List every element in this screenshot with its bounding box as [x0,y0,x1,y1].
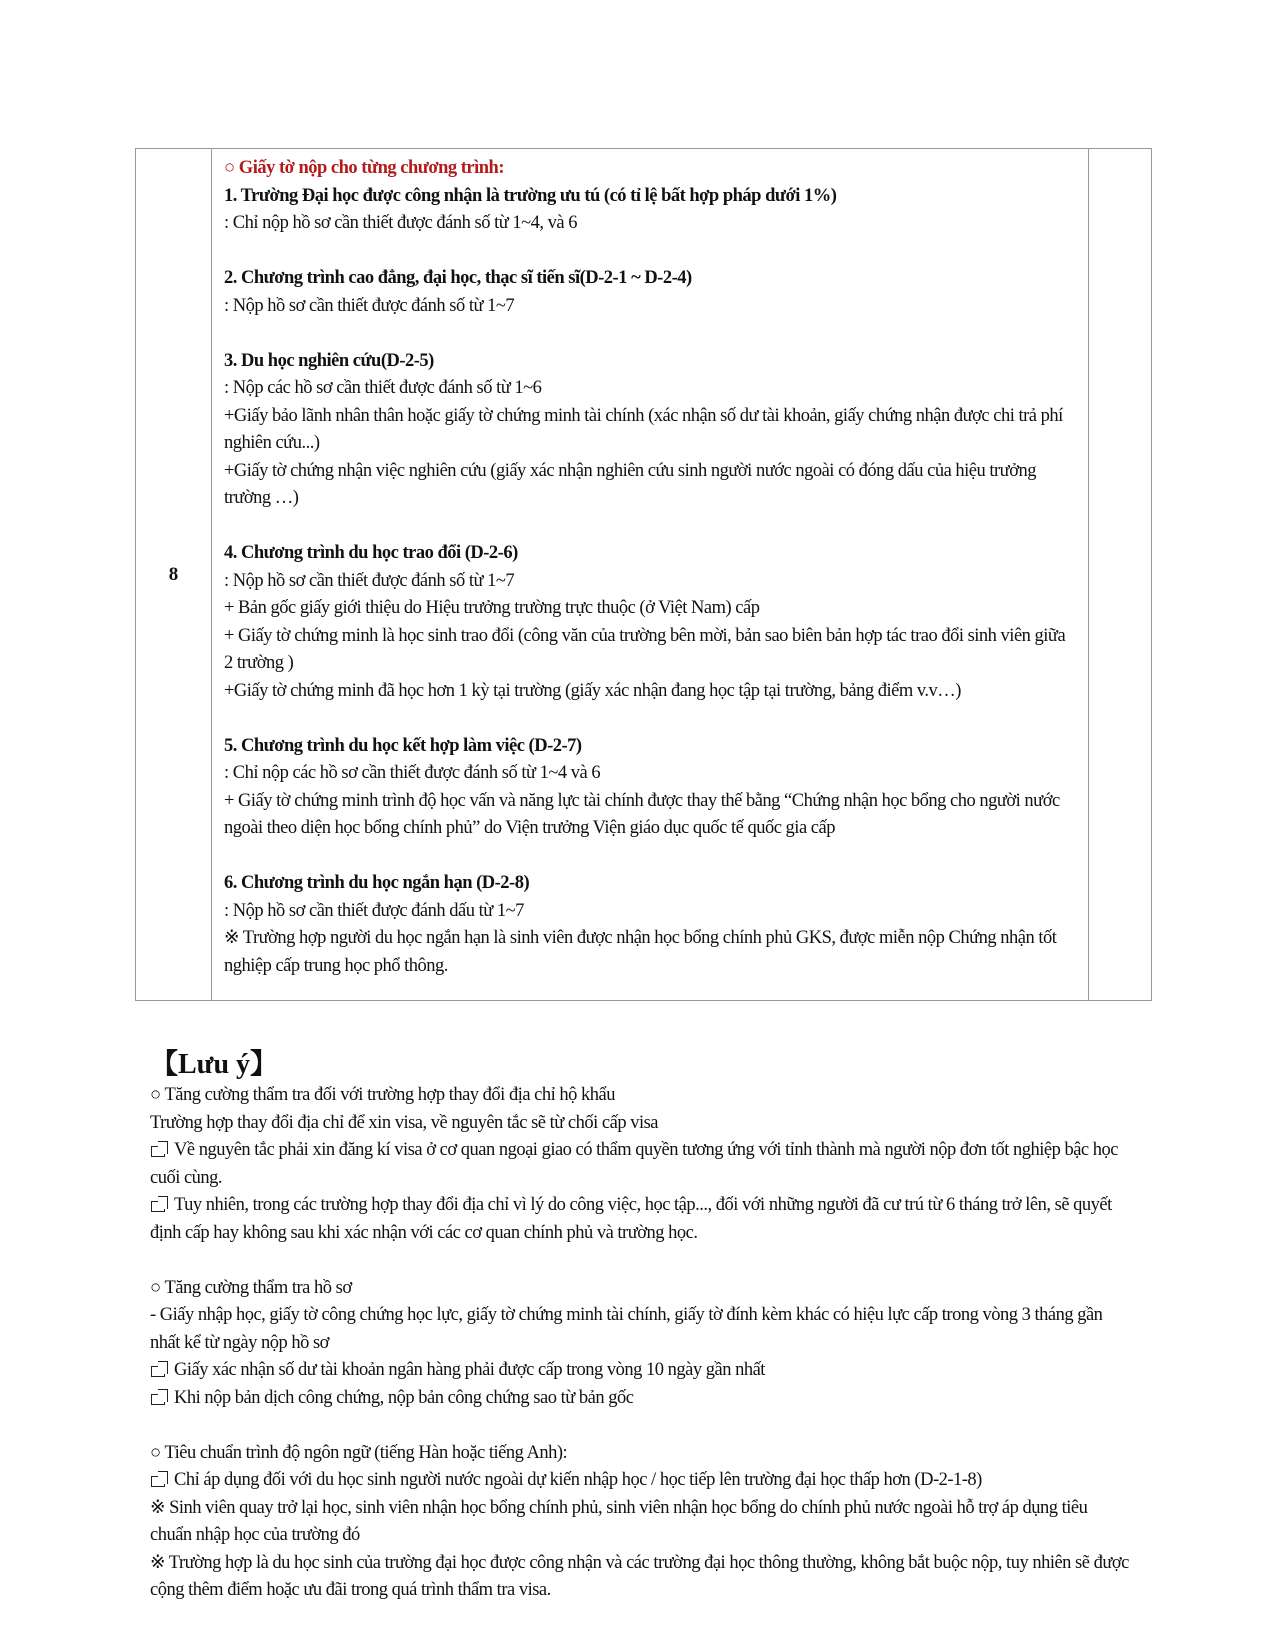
note-line [150,1110,1130,1138]
note-text: Khi nộp bản dịch công chứng, nộp bản công chứng sao từ bản gốc [174,1387,634,1408]
note-text: Trường hợp thay đổi địa chỉ để xin visa, về nguyên tắc sẽ từ chối cấp visa [150,1112,659,1133]
note-line [150,1302,1130,1357]
note-line [150,1495,1130,1550]
note-text: ○ Tăng cường thẩm tra hồ sơ [150,1277,352,1298]
section-line: +Giấy tờ chứng nhận việc nghiên cứu (giấy xác nhận nghiên cứu sinh người nước ngoài có đóng dấu của hiệu trưởng trường …) [224,460,1036,508]
section-6 [224,870,1076,980]
section-line: +Giấy bảo lãnh nhân thân hoặc giấy tờ chứng minh tài chính (xác nhận số dư tài khoản, giấy chứng nhận được chi trả phí nghiên cứu...) [224,405,1063,453]
note-line [150,1275,1130,1303]
note-line [150,1440,1130,1468]
section-1 [224,183,1076,238]
note-text: - Giấy nhập học, giấy tờ công chứng học lực, giấy tờ chứng minh tài chính, giấy tờ đính kèm khác có hiệu lực cấp trong vòng 3 tháng gần nhất kể từ ngày nộp hồ sơ [150,1305,1103,1353]
note-line [150,1137,1130,1192]
section-line: : Nộp các hồ sơ cần thiết được đánh số từ 1~6 [224,378,542,398]
notes-heading: 【Lưu ý】 [150,1049,279,1080]
section-title: 4. Chương trình du học trao đổi (D-2-6) [224,543,518,563]
pointer-icon [150,1361,170,1377]
pointer-icon [150,1141,170,1157]
table-row [136,149,1152,1001]
row-number: 8 [136,149,212,1001]
note-text: Về nguyên tắc phải xin đăng kí visa ở cơ quan ngoại giao có thẩm quyền tương ứng với tỉnh thành mà người nộp đơn tốt nghiệp bậc học cuối cùng. [150,1140,1118,1188]
section-title: 1. Trường Đại học được công nhận là trường ưu tú (có tỉ lệ bất hợp pháp dưới 1%) [224,185,837,206]
note-line [150,1357,1130,1385]
notes-section [150,1048,1130,1605]
section-title: 5. Chương trình du học kết hợp làm việc (D-2-7) [224,735,582,756]
section-line: +Giấy tờ chứng minh đã học hơn 1 kỳ tại trường (giấy xác nhận đang học tập tại trường, bảng điểm v.v…) [224,680,961,701]
section-4 [224,540,1076,705]
pointer-icon [150,1471,170,1487]
row-content [212,149,1089,1001]
table-heading: ○ Giấy tờ nộp cho từng chương trình: [224,158,504,178]
note-text: Chỉ áp dụng đối với du học sinh người nước ngoài dự kiến nhập học / học tiếp lên trường đại học thấp hơn (D-2-1-8) [174,1470,982,1490]
section-title: 6. Chương trình du học ngắn hạn (D-2-8) [224,873,530,893]
note-text: ※ Trường hợp là du học sinh của trường đại học được công nhận và các trường đại học thông thường, không bắt buộc nộp, tuy nhiên sẽ được cộng thêm điểm hoặc ưu đãi trong quá trình thẩm tra visa. [150,1552,1129,1600]
notes-body [150,1082,1130,1605]
note-text: ○ Tăng cường thẩm tra đối với trường hợp thay đổi địa chỉ hộ khẩu [150,1085,615,1105]
note-line [150,1550,1130,1605]
section-title: 3. Du học nghiên cứu(D-2-5) [224,350,434,371]
section-3 [224,348,1076,513]
pointer-icon [150,1196,170,1212]
note-line [150,1082,1130,1110]
section-title: 2. Chương trình cao đẳng, đại học, thạc sĩ tiến sĩ(D-2-1 ~ D-2-4) [224,268,692,288]
note-text: Giấy xác nhận số dư tài khoản ngân hàng phải được cấp trong vòng 10 ngày gần nhất [174,1360,765,1380]
section-line: + Bản gốc giấy giới thiệu do Hiệu trưởng trường trực thuộc (ở Việt Nam) cấp [224,598,760,618]
note-line [150,1385,1130,1413]
note-text: Tuy nhiên, trong các trường hợp thay đổi địa chỉ vì lý do công việc, học tập..., đối với những người đã cư trú từ 6 tháng trở lên, sẽ quyết định cấp hay không sau khi xác nhận với các cơ quan chính phủ và trường học. [150,1195,1112,1243]
section-line: : Nộp hồ sơ cần thiết được đánh số từ 1~7 [224,570,515,591]
section-2 [224,265,1076,320]
pointer-icon [150,1389,170,1405]
note-text: ○ Tiêu chuẩn trình độ ngôn ngữ (tiếng Hàn hoặc tiếng Anh): [150,1442,568,1463]
note-text: ※ Sinh viên quay trở lại học, sinh viên nhận học bổng chính phủ, sinh viên nhận học bổng do chính phủ nước ngoài hỗ trợ áp dụng tiêu chuẩn nhập học của trường đó [150,1497,1088,1545]
note-line [150,1467,1130,1495]
requirements-table [135,148,1152,1001]
section-5 [224,733,1076,843]
section-line: : Chỉ nộp các hồ sơ cần thiết được đánh số từ 1~4 và 6 [224,763,601,783]
section-line: + Giấy tờ chứng minh là học sinh trao đổi (công văn của trường bên mời, bản sao biên bản hợp tác trao đổi sinh viên giữa 2 trường ) [224,625,1066,673]
section-line: + Giấy tờ chứng minh trình độ học vấn và năng lực tài chính được thay thế bằng “Chứng nhận học bổng cho người nước ngoài theo diện học bổng chính phủ” do Viện trưởng Viện giáo dục quốc tế quốc gia cấp [224,790,1060,838]
section-line: : Nộp hồ sơ cần thiết được đánh dấu từ 1~7 [224,900,524,921]
section-line: : Nộp hồ sơ cần thiết được đánh số từ 1~7 [224,295,515,316]
note-line [150,1192,1130,1247]
section-line: : Chỉ nộp hồ sơ cần thiết được đánh số từ 1~4, và 6 [224,213,577,233]
empty-cell [1089,149,1152,1001]
section-line: ※ Trường hợp người du học ngắn hạn là sinh viên được nhận học bổng chính phủ GKS, được miễn nộp Chứng nhận tốt nghiệp cấp trung học phổ thông. [224,928,1057,976]
